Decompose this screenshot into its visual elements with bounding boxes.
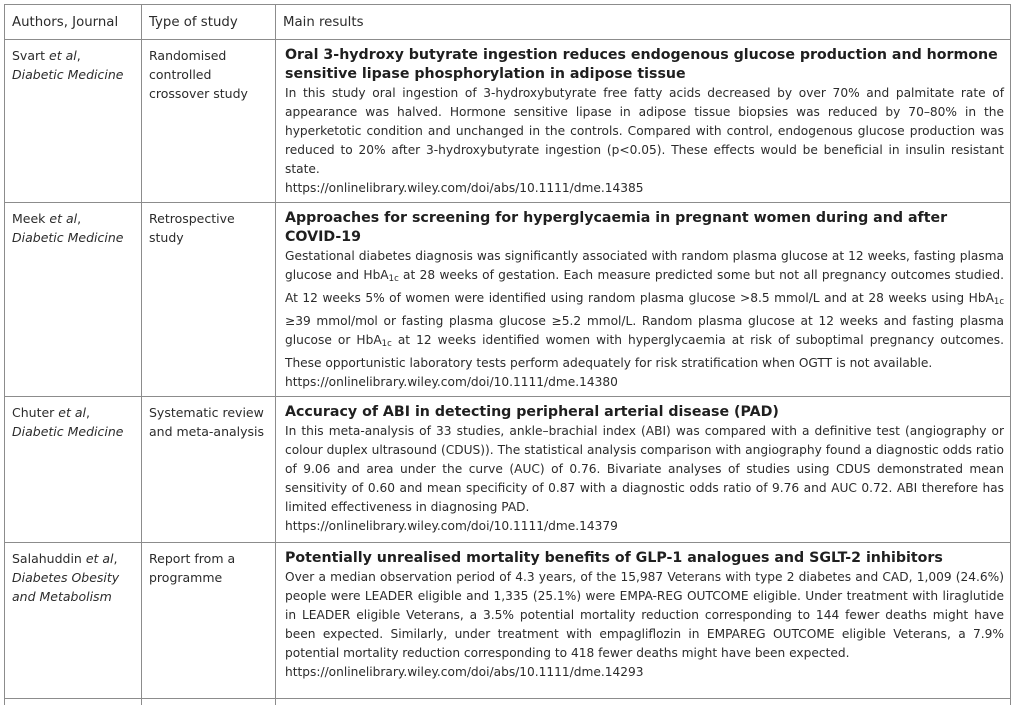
- result-link[interactable]: https://onlinelibrary.wiley.com/doi/abs/10.1111/dme.14385: [285, 179, 1004, 198]
- table-row: [5, 203, 1011, 397]
- journal-name: Diabetic Medicine: [12, 67, 123, 82]
- result-cell: [276, 203, 1011, 397]
- subscript: 1c: [389, 274, 399, 284]
- et-al: et al: [49, 48, 77, 63]
- study-type-cell: Report from a programme: [142, 543, 276, 699]
- author-cell: Chuter et al, Diabetic Medicine: [5, 397, 142, 543]
- et-al: et al: [58, 405, 86, 420]
- study-type-cell: Systematic review and meta-analysis: [142, 397, 276, 543]
- table-row: [5, 543, 1011, 699]
- result-link[interactable]: https://onlinelibrary.wiley.com/doi/10.1111/dme.14379: [285, 517, 1004, 536]
- result-cell: [276, 397, 1011, 543]
- journal-name: Diabetic Medicine: [12, 230, 123, 245]
- header-results: Main results: [276, 5, 1011, 40]
- table-row: [5, 397, 1011, 543]
- subscript: 1c: [994, 297, 1004, 307]
- author-cell: Svart et al, Diabetic Medicine: [5, 40, 142, 203]
- author-name: Svart: [12, 48, 45, 63]
- et-al: et al: [86, 551, 114, 566]
- result-link[interactable]: https://onlinelibrary.wiley.com/doi/10.1111/dme.14380: [285, 373, 1004, 392]
- author-cell: Salahuddin et al, Diabetes Obesity and Metabolism: [5, 543, 142, 699]
- header-type: Type of study: [142, 5, 276, 40]
- result-cell: [276, 40, 1011, 203]
- results-table: [4, 4, 1011, 705]
- result-body: In this meta-analysis of 33 studies, ankle–brachial index (ABI) was compared with a definitive test (angiography or colour duplex ultrasound (CDUS)). The statistical analysis comparison with angiography found a diagnostic odds ratio of 9.06 and area under the curve (AUC) of 0.76. Bivariate analyses of studies using CDUS demonstrated mean sensitivity of 0.60 and mean specificity of 0.87 with a diagnostic odds ratio of 9.76 and AUC 0.72. ABI therefore has limited effectiveness in diagnosing PAD.: [285, 424, 1004, 514]
- author-name: Meek: [12, 211, 45, 226]
- result-link[interactable]: https://onlinelibrary.wiley.com/doi/abs/10.1111/dme.14293: [285, 663, 1004, 682]
- result-title: Accuracy of ABI in detecting peripheral arterial disease (PAD): [285, 403, 1004, 422]
- study-type-cell: Randomised controlled crossover study: [142, 40, 276, 203]
- result-title: Approaches for screening for hyperglycaemia in pregnant women during and after COVID-19: [285, 209, 1004, 247]
- result-title: Potentially unrealised mortality benefits of GLP-1 analogues and SGLT-2 inhibitors: [285, 549, 1004, 568]
- study-type-cell: Retrospective study: [142, 203, 276, 397]
- result-body: Gestational diabetes diagnosis was significantly associated with random plasma glucose at 12 weeks, fasting plasma glucose and HbA$_{1c}$ at 28 weeks of gestation. Each measure predicted some but not all pregnancy outcomes studied. At 12 weeks 5% of women were identified using random plasma glucose >8.5 mmol/L and at 28 weeks using HbA$_{1c}$ ≥39 mmol/mol or fasting plasma glucose ≥5.2 mmol/L. Random plasma glucose at 12 weeks and fasting plasma glucose or HbA$_{1c}$ at 12 weeks identified women with hyperglycaemia at risk of suboptimal pregnancy outcomes. These opportunistic laboratory tests perform adequately for risk stratification when OGTT is not available.: [285, 249, 1004, 370]
- table-row: [5, 40, 1011, 203]
- header-authors: Authors, Journal: [5, 5, 142, 40]
- subscript: 1c: [382, 339, 392, 349]
- journal-name: Diabetic Medicine: [12, 424, 123, 439]
- result-body: In this study oral ingestion of 3-hydroxybutyrate free fatty acids decreased by over 70% and palmitate rate of appearance was halved. Hormone sensitive lipase in adipose tissue biopsies was reduced by 70–80% in the hyperketotic condition and unchanged in the controls. Compared with control, endogenous glucose production was reduced to 20% after 3-hydroxybutyrate ingestion (p<0.05). These effects would be beneficial in insulin resistant state.: [285, 86, 1004, 176]
- author-name: Chuter: [12, 405, 54, 420]
- result-title: Oral 3-hydroxy butyrate ingestion reduces endogenous glucose production and hormone sensitive lipase phosphorylation in adipose tissue: [285, 46, 1004, 84]
- result-cell: [276, 543, 1011, 699]
- truncated-row: [5, 699, 1011, 705]
- header-row: [5, 5, 1011, 40]
- result-body: Over a median observation period of 4.3 years, of the 15,987 Veterans with type 2 diabetes and CAD, 1,009 (24.6%) people were LEADER eligible and 1,335 (25.1%) were EMPA-REG OUTCOME eligible. Under treatment with liraglutide in LEADER eligible Veterans, a 3.5% potential mortality reduction corresponding to 144 fewer deaths might have been expected. Similarly, under treatment with empagliflozin in EMPAREG OUTCOME eligible Veterans, a 7.9% potential mortality reduction corresponding to 418 fewer deaths might have been expected.: [285, 570, 1004, 660]
- journal-name: Diabetes Obesity and Metabolism: [12, 570, 119, 604]
- author-name: Salahuddin: [12, 551, 82, 566]
- et-al: et al: [49, 211, 77, 226]
- author-cell: Meek et al, Diabetic Medicine: [5, 203, 142, 397]
